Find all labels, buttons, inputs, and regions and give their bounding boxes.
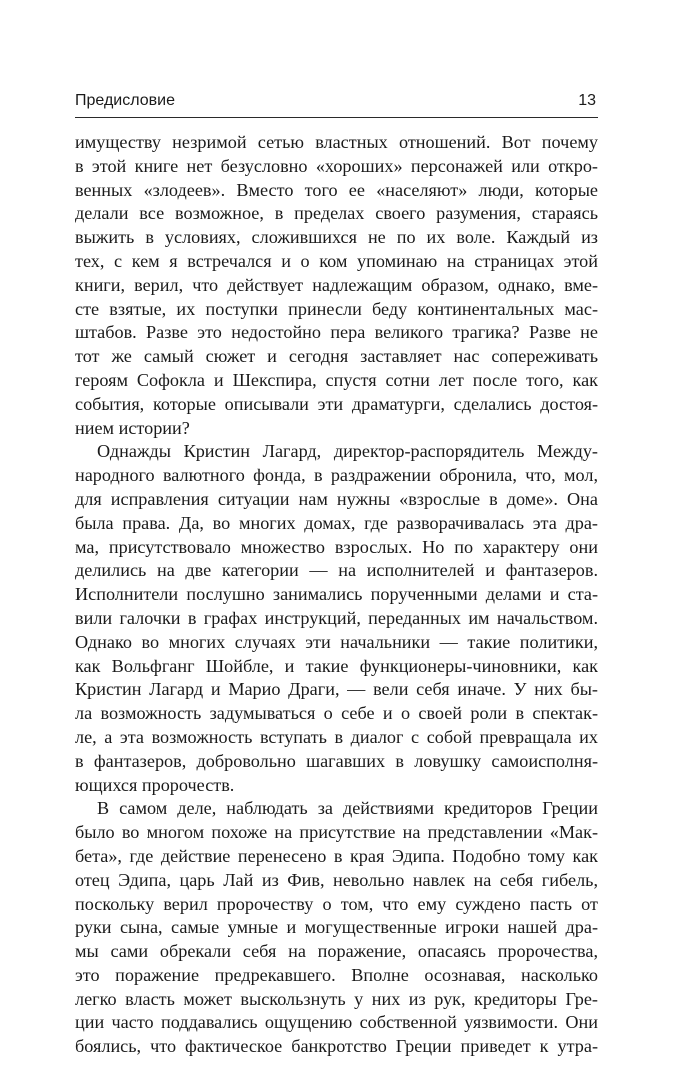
- text-line: тот же самый сюжет и сегодня заставляет нас сопереживать: [75, 346, 598, 367]
- text-line: руки сына, самые умные и могущественные игроки нашей дра-: [75, 917, 598, 938]
- text-line: боялись, что фактическое банкротство Греции приведет к утра-: [75, 1036, 598, 1057]
- text-line: легко власть может выскользнуть у них из рук, кредиторы Гре-: [75, 988, 598, 1009]
- paragraph: [75, 797, 598, 1059]
- text-line: венных «злодеев». Вместо того ее «населяют» люди, которые: [75, 179, 598, 200]
- page-number: 13: [578, 92, 596, 109]
- text-line: это поражение предрекавшего. Вполне осознавая, насколько: [75, 964, 598, 985]
- text-line: выжить в условиях, сложившихся не по их воле. Каждый из: [75, 227, 598, 248]
- text-line: в этой книге нет безусловно «хороших» персонажей или откро-: [75, 155, 598, 176]
- text-line: штабов. Разве это недостойно пера великого трагика? Разве не: [75, 322, 598, 343]
- text-line: книги, верил, что действует надлежащим образом, однако, вме-: [75, 274, 598, 295]
- paragraph: [75, 131, 598, 440]
- section-title: Предисловие: [75, 92, 175, 109]
- text-line: сте взятые, их поступки принесли беду континентальных мас-: [75, 298, 598, 319]
- text-line: делились на две категории — на исполнителей и фантазеров.: [75, 560, 598, 581]
- text-line: делали все возможное, в пределах своего разумения, стараясь: [75, 203, 598, 224]
- text-line: Однако во многих случаях эти начальники — такие политики,: [75, 631, 598, 652]
- text-line: тех, с кем я встречался и о ком упоминаю на страницах этой: [75, 250, 598, 271]
- text-line: как Вольфганг Шойбле, и такие функционеры-чиновники, как: [75, 655, 598, 676]
- text-line: Кристин Лагард и Марио Драги, — вели себя иначе. У них бы-: [75, 679, 598, 700]
- paragraph: [75, 440, 598, 797]
- text-line: поскольку верил пророчеству о том, что ему суждено пасть от: [75, 893, 598, 914]
- text-line: события, которые описывали эти драматурги, сделались достоя-: [75, 393, 598, 414]
- text-line: Однажды Кристин Лагард, директор-распорядитель Между-: [97, 441, 598, 462]
- text-line: бета», где действие перенесено в края Эдипа. Подобно тому как: [75, 845, 598, 866]
- text-line: имуществу незримой сетью властных отношений. Вот почему: [75, 132, 598, 152]
- text-line: отец Эдипа, царь Лай из Фив, невольно навлек на себя гибель,: [75, 869, 598, 890]
- text-line: ла возможность задумываться о себе и о своей роли в спектак-: [75, 703, 598, 724]
- text-line: ции часто поддавались ощущению собственной уязвимости. Они: [75, 1012, 598, 1033]
- header-rule: [75, 117, 598, 118]
- text-line: народного валютного фонда, в раздражении обронила, что, мол,: [75, 465, 598, 486]
- text-line: мы сами обрекали себя на поражение, опасаясь пророчества,: [75, 941, 598, 962]
- running-head: [75, 88, 598, 114]
- text-line: ющихся пророчеств.: [75, 774, 235, 795]
- text-line: героям Софокла и Шекспира, спустя сотни лет после того, как: [75, 369, 598, 390]
- text-line: ле, а эта возможность вступать в диалог с собой превращала их: [75, 726, 598, 747]
- text-line: было во многом похоже на присутствие на представлении «Мак-: [75, 822, 598, 843]
- text-line: была права. Да, во многих домах, где разворачивалась эта дра-: [75, 512, 598, 533]
- text-line: ма, присутствовало множество взрослых. Но по характеру они: [75, 536, 598, 557]
- text-line: вили галочки в графах инструкций, переданных им начальством.: [75, 607, 598, 628]
- text-line: нием истории?: [75, 417, 190, 438]
- body-text: [75, 131, 598, 1059]
- text-line: Исполнители послушно занимались порученными делами и ста-: [75, 584, 598, 605]
- text-line: В самом деле, наблюдать за действиями кредиторов Греции: [97, 798, 598, 819]
- text-line: для исправления ситуации нам нужны «взрослые в доме». Она: [75, 488, 598, 509]
- text-line: в фантазеров, добровольно шагавших в ловушку самоисполня-: [75, 750, 598, 771]
